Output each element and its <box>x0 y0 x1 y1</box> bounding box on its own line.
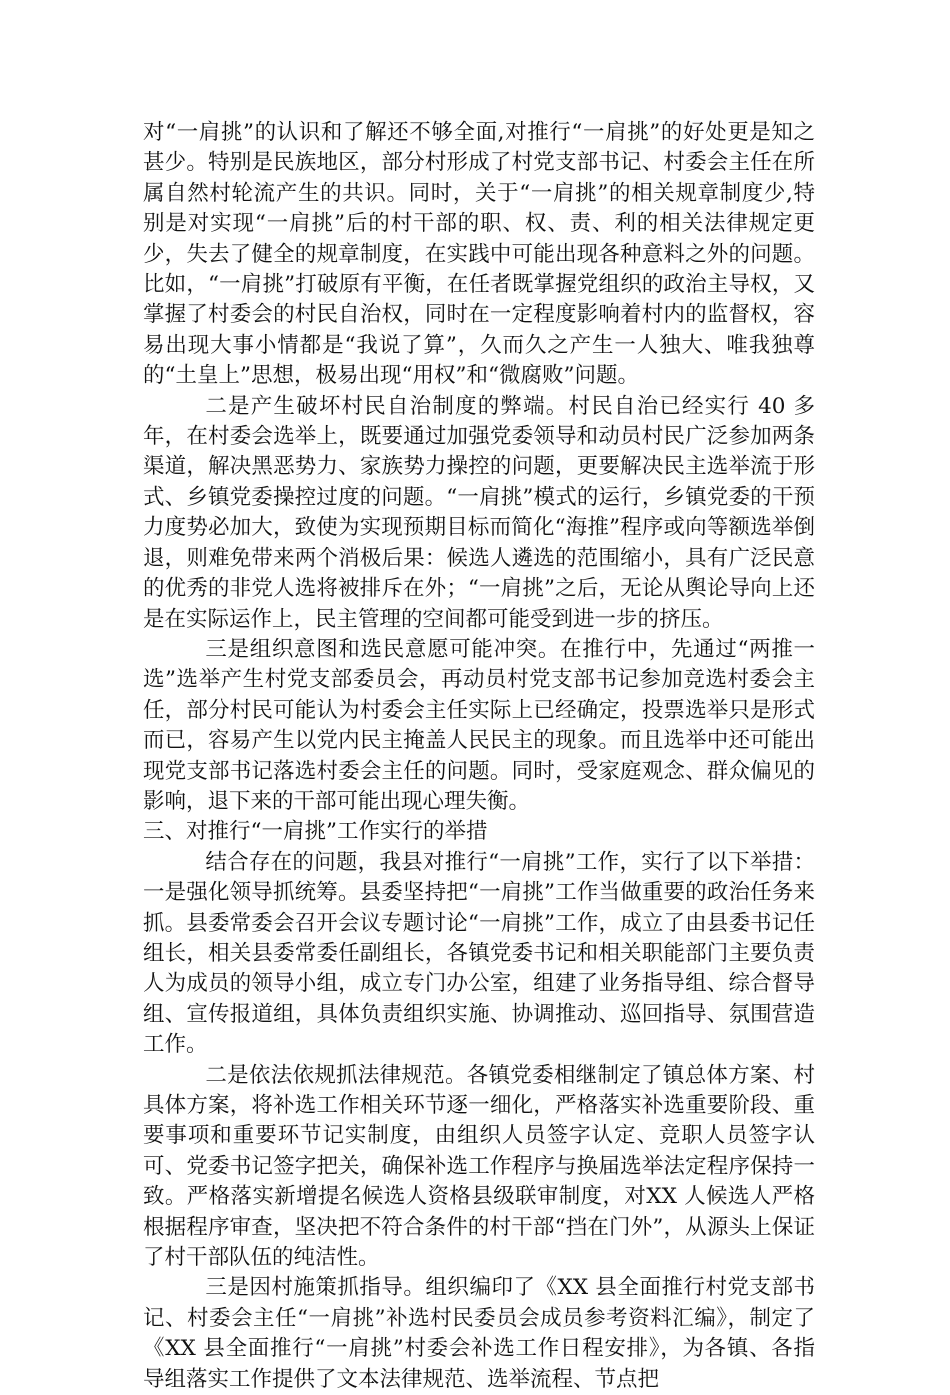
paragraph-1: 对“一肩挑”的认识和了解还不够全面,对推行“一肩挑”的好处更是知之甚少。特别是民族地区，部分村形成了村党支部书记、村委会主任在所属自然村轮流产生的共识。同时，关于“一肩挑”的相关规章制度少,特别是对实现“一肩挑”后的村干部的职、权、责、利的相关法律规定更少，失去了健全的规章制度，在实践中可能出现各种意料之外的问题。比如，“一肩挑”打破原有平衡，在任者既掌握党组织的政治主导权，又掌握了村委会的村民自治权，同时在一定程度影响着村内的监督权，容易出现大事小情都是“我说了算”，久而久之产生一人独大、唯我独尊的“土皇上”思想，极易出现“用权”和“微腐败”问题。 <box>143 120 815 389</box>
paragraph-2: 二是产生破坏村民自治制度的弊端。村民自治已经实行 40 多年，在村委会选举上，既要通过加强党委领导和动员村民广泛参加两条渠道，解决黑恶势力、家族势力操控的问题，更要解决民主选举流于形式、乡镇党委操控过度的问题。“一肩挑”模式的运行，乡镇党委的干预力度势必加大，致使为实现预期目标而简化“海推”程序或向等额选举倒退，则难免带来两个消极后果：候选人遴选的范围缩小，具有广泛民意的优秀的非党人选将被排斥在外；“一肩挑”之后，无论从舆论导向上还是在实际运作上，民主管理的空间都可能受到进一步的挤压。 <box>143 393 815 632</box>
paragraph-4: 结合存在的问题，我县对推行“一肩挑”工作，实行了以下举措：一是强化领导抓统筹。县委坚持把“一肩挑”工作当做重要的政治任务来抓。县委常委会召开会议专题讨论“一肩挑”工作，成立了由县委书记任组长，相关县委常委任副组长，各镇党委书记和相关职能部门主要负责人为成员的领导小组，成立专门办公室，组建了业务指导组、综合督导组、宣传报道组，具体负责组织实施、协调推动、巡回指导、氛围营造工作。 <box>143 849 815 1058</box>
paragraph-3: 三是组织意图和选民意愿可能冲突。在推行中，先通过“两推一选”选举产生村党支部委员会，再动员村党支部书记参加竞选村委会主任，部分村民可能认为村委会主任实际上已经确定，投票选举只是形式而已，容易产生以党内民主掩盖人民民主的现象。而且选举中还可能出现党支部书记落选村委会主任的问题。同时，受家庭观念、群众偏见的影响，退下来的干部可能出现心理失衡。 <box>143 636 815 814</box>
paragraph-6: 三是因村施策抓指导。组织编印了《XX 县全面推行村党支部书记、村委会主任“一肩挑”补选村民委员会成员参考资料汇编》，制定了《XX 县全面推行“一肩挑”村委会补选工作日程安排》，为各镇、各指导组落实工作提供了文本法律规范、选举流程、节点把 <box>143 1275 815 1392</box>
paragraph-5: 二是依法依规抓法律规范。各镇党委相继制定了镇总体方案、村具体方案，将补选工作相关环节逐一细化，严格落实补选重要阶段、重要事项和重要环节记实制度，由组织人员签字认定、竞职人员签字认可、党委书记签字把关，确保补选工作程序与换届选举法定程序保持一致。严格落实新增提名候选人资格县级联审制度，对XX 人候选人严格根据程序审查，坚决把不符合条件的村干部“挡在门外”，从源头上保证了村干部队伍的纯洁性。 <box>143 1062 815 1271</box>
document-page <box>143 118 815 1395</box>
section-heading: 三、对推行“一肩挑”工作实行的举措 <box>143 819 488 845</box>
